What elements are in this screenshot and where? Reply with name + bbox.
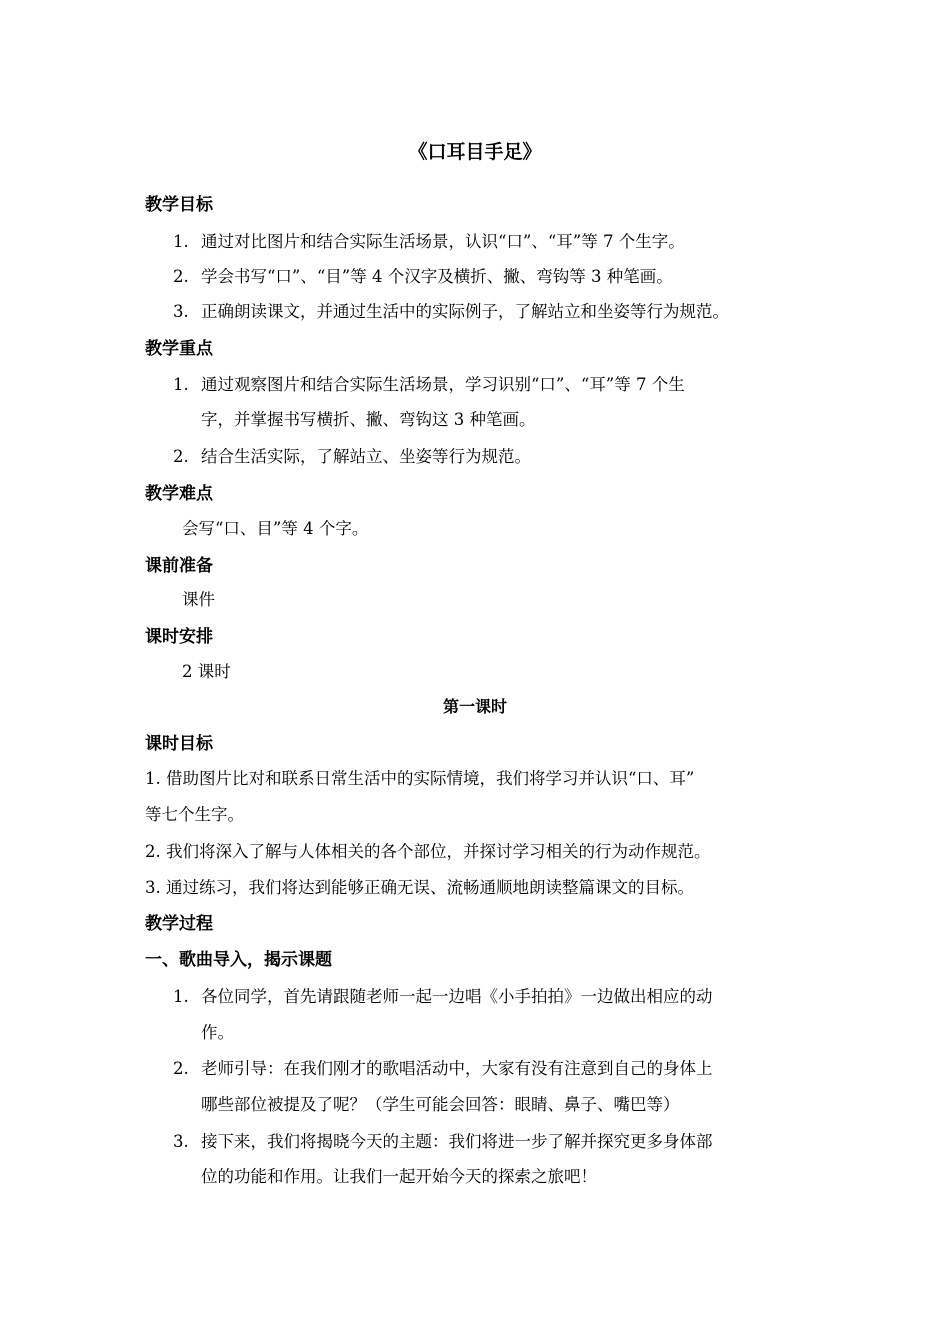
goal-text: 正确朗读课文，并通过生活中的实际例子，了解站立和坐姿等行为规范。 bbox=[201, 302, 729, 321]
heading-section1: 一、歌曲导入，揭示课题 bbox=[145, 950, 332, 970]
goal-text: 学会书写“口”、“目”等 4 个汉字及横折、撇、弯钩等 3 种笔画。 bbox=[201, 267, 673, 286]
process-item bbox=[173, 983, 713, 1007]
goal-num: 3. bbox=[173, 302, 189, 321]
goal-text: 通过对比图片和结合实际生活场景，认识“口”、“耳”等 7 个生字。 bbox=[201, 232, 685, 251]
process-num: 1. bbox=[173, 987, 189, 1006]
keypoint-text: 通过观察图片和结合实际生活场景，学习识别“口”、“耳”等 7 个生 bbox=[201, 375, 685, 394]
lesson-goal-continuation: 等七个生字。 bbox=[145, 805, 244, 824]
goal-num: 1. bbox=[173, 232, 189, 251]
process-text: 各位同学，首先请跟随老师一起一边唱《小手拍拍》一边做出相应的动 bbox=[201, 987, 713, 1006]
lesson-goal: 1. 借助图片比对和联系日常生活中的实际情境，我们将学习并认识“口、耳” bbox=[145, 769, 695, 788]
goal-item bbox=[173, 298, 729, 322]
keypoint-text: 结合生活实际，了解站立、坐姿等行为规范。 bbox=[201, 447, 531, 466]
heading-prep: 课前准备 bbox=[145, 556, 213, 576]
difficulty-text: 会写“口、目”等 4 个字。 bbox=[182, 519, 369, 538]
heading-goals: 教学目标 bbox=[145, 195, 213, 215]
schedule-text: 2 课时 bbox=[182, 662, 231, 681]
process-text: 接下来，我们将揭晓今天的主题：我们将进一步了解并探究更多身体部 bbox=[201, 1132, 713, 1151]
process-continuation: 位的功能和作用。让我们一起开始今天的探索之旅吧！ bbox=[201, 1167, 597, 1186]
goal-item bbox=[173, 228, 685, 252]
process-continuation: 哪些部位被提及了呢？（学生可能会回答：眼睛、鼻子、嘴巴等） bbox=[201, 1095, 680, 1114]
lesson1-title: 第一课时 bbox=[442, 697, 507, 716]
lesson-goal: 2. 我们将深入了解与人体相关的各个部位，并探讨学习相关的行为动作规范。 bbox=[145, 842, 711, 861]
goal-item bbox=[173, 263, 673, 287]
process-text: 老师引导：在我们刚才的歌唱活动中，大家有没有注意到自己的身体上 bbox=[201, 1059, 713, 1078]
lesson-goal: 3. 通过练习，我们将达到能够正确无误、流畅通顺地朗读整篇课文的目标。 bbox=[145, 878, 694, 897]
process-num: 3. bbox=[173, 1132, 189, 1151]
document-title: 《口耳目手足》 bbox=[408, 141, 542, 163]
prep-text: 课件 bbox=[182, 590, 215, 609]
heading-schedule: 课时安排 bbox=[145, 627, 213, 647]
keypoint-item bbox=[173, 443, 531, 467]
process-continuation: 作。 bbox=[201, 1023, 234, 1042]
heading-lesson-goals: 课时目标 bbox=[145, 734, 213, 754]
heading-process: 教学过程 bbox=[145, 914, 213, 934]
keypoint-num: 2. bbox=[173, 447, 189, 466]
keypoint-num: 1. bbox=[173, 375, 189, 394]
process-num: 2. bbox=[173, 1059, 189, 1078]
heading-keypoints: 教学重点 bbox=[145, 339, 213, 359]
goal-num: 2. bbox=[173, 267, 189, 286]
keypoint-item bbox=[173, 371, 685, 395]
heading-difficulty: 教学难点 bbox=[145, 484, 213, 504]
process-item bbox=[173, 1128, 713, 1152]
process-item bbox=[173, 1055, 713, 1079]
keypoint-continuation: 字，并掌握书写横折、撇、弯钩这 3 种笔画。 bbox=[201, 410, 536, 429]
